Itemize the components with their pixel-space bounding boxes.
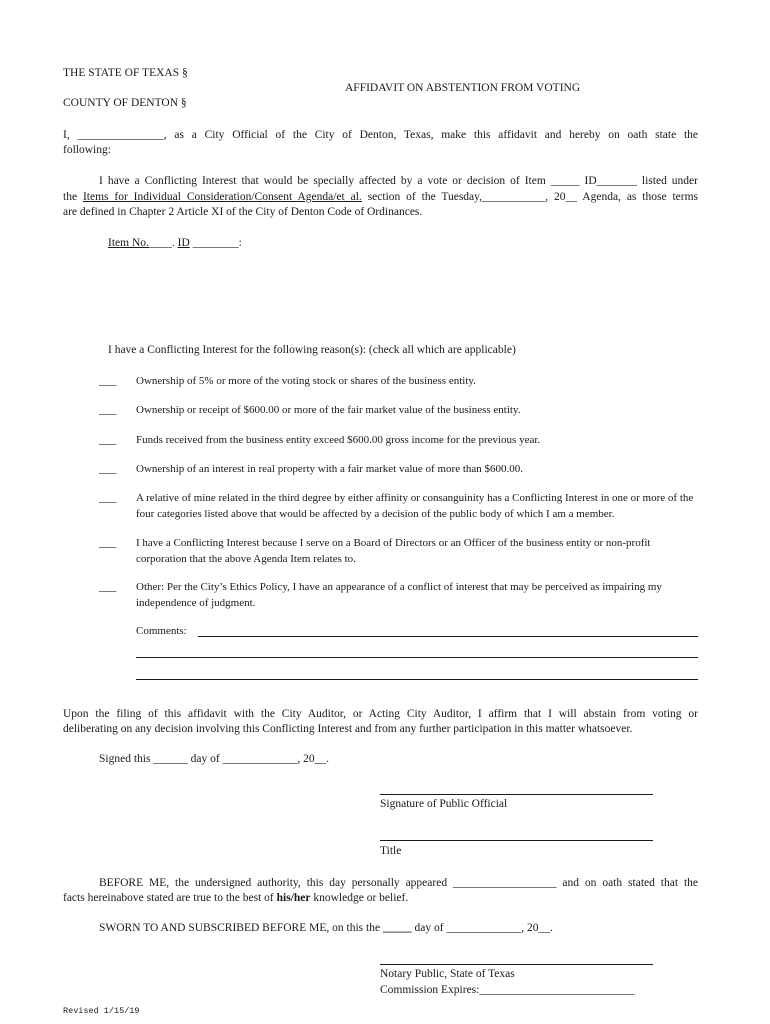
before-me-line-2: facts hereinabove stated are true to the best of his/her knowledge or belief.	[63, 892, 409, 904]
affidavit-title: AFFIDAVIT ON ABSTENTION FROM VOTING	[345, 82, 581, 94]
signature-label: Signature of Public Official	[380, 798, 508, 810]
intro-line-1: I, _______________, as a City Official of the City of Denton, Texas, make this affidavit and hereby on oath state the	[63, 129, 698, 141]
revised-date: Revised 1/15/19	[63, 1006, 140, 1016]
signature-line[interactable]	[380, 794, 653, 795]
reason-text-4: Ownership of an interest in real property with a fair market value of more than $600.00.	[136, 463, 524, 475]
affirm-line-2: deliberating on any decision involving this Conflicting Interest and from any further participation in this matter whatsoever.	[63, 723, 633, 735]
before-me-line-1: BEFORE ME, the undersigned authority, this day personally appeared __________________ and on oath stated that the	[99, 877, 698, 889]
title-label: Title	[380, 845, 402, 857]
intro-line-2: following:	[63, 144, 111, 156]
comments-line-2[interactable]	[136, 657, 698, 658]
reason-text-7: Other: Per the City’s Ethics Policy, I have an appearance of a conflict of interest that may be perceived as impairing my independence of judgment.	[136, 581, 662, 609]
reason-checkbox-2[interactable]: ___	[99, 404, 117, 416]
reason-text-3: Funds received from the business entity exceed $600.00 gross income for the previous year.	[136, 434, 541, 446]
reason-checkbox-5[interactable]: ___	[99, 492, 117, 504]
item-id-line: Item No.____. ID ________:	[108, 237, 242, 249]
county-heading: COUNTY OF DENTON §	[63, 97, 187, 109]
notary-signature-line[interactable]	[380, 964, 653, 965]
signed-date-line: Signed this ______ day of _____________, 20__.	[99, 753, 329, 765]
item-id-field[interactable]: ________:	[189, 237, 242, 249]
comments-line-3[interactable]	[136, 679, 698, 680]
commission-expires-label: Commission Expires:___________________________	[380, 984, 635, 996]
reason-checkbox-7[interactable]: ___	[99, 581, 117, 593]
sworn-line: SWORN TO AND SUBSCRIBED BEFORE ME, on this the _____ day of _____________, 20__.	[99, 922, 553, 934]
reason-checkbox-6[interactable]: ___	[99, 537, 117, 549]
reasons-heading: I have a Conflicting Interest for the following reason(s): (check all which are applicable)	[108, 344, 516, 356]
agenda-section-link: Items for Individual Consideration/Consent Agenda/et al.	[82, 191, 362, 203]
reason-checkbox-1[interactable]: ___	[99, 375, 117, 387]
item-no-label: Item No.	[108, 237, 149, 249]
reason-text-5: A relative of mine related in the third degree by either affinity or consanguinity has a Conflicting Interest in one or more of the four categories listed above that would be affected by a decision of the public body of which I am a member.	[136, 492, 694, 520]
reason-checkbox-3[interactable]: ___	[99, 434, 117, 446]
reason-text-1: Ownership of 5% or more of the voting stock or shares of the business entity.	[136, 375, 476, 387]
affirm-line-1: Upon the filing of this affidavit with the City Auditor, or Acting City Auditor, I affirm that I will abstain from voting or	[63, 708, 698, 720]
his-her-text: his/her	[276, 892, 311, 904]
id-label: ID	[177, 237, 190, 249]
sworn-day-blank[interactable]: _____	[382, 922, 412, 934]
comments-label: Comments:	[136, 625, 187, 637]
conflict-line-2: the Items for Individual Consideration/Consent Agenda/et al. section of the Tuesday,___________, 20__ Agenda, as those terms	[63, 191, 698, 203]
conflict-line-3: are defined in Chapter 2 Article XI of the City of Denton Code of Ordinances.	[63, 206, 423, 218]
notary-label: Notary Public, State of Texas	[380, 968, 515, 980]
reason-text-2: Ownership or receipt of $600.00 or more of the fair market value of the business entity.	[136, 404, 521, 416]
state-heading: THE STATE OF TEXAS §	[63, 67, 188, 79]
reason-text-6: I have a Conflicting Interest because I serve on a Board of Directors or an Officer of the business entity or non-profit corporation that the above Agenda Item relates to.	[136, 537, 651, 565]
title-line[interactable]	[380, 840, 653, 841]
conflict-line-1: I have a Conflicting Interest that would be specially affected by a vote or decision of Item _____ ID_______ listed under	[99, 175, 698, 187]
comments-line-1[interactable]	[198, 636, 698, 637]
reason-checkbox-4[interactable]: ___	[99, 463, 117, 475]
